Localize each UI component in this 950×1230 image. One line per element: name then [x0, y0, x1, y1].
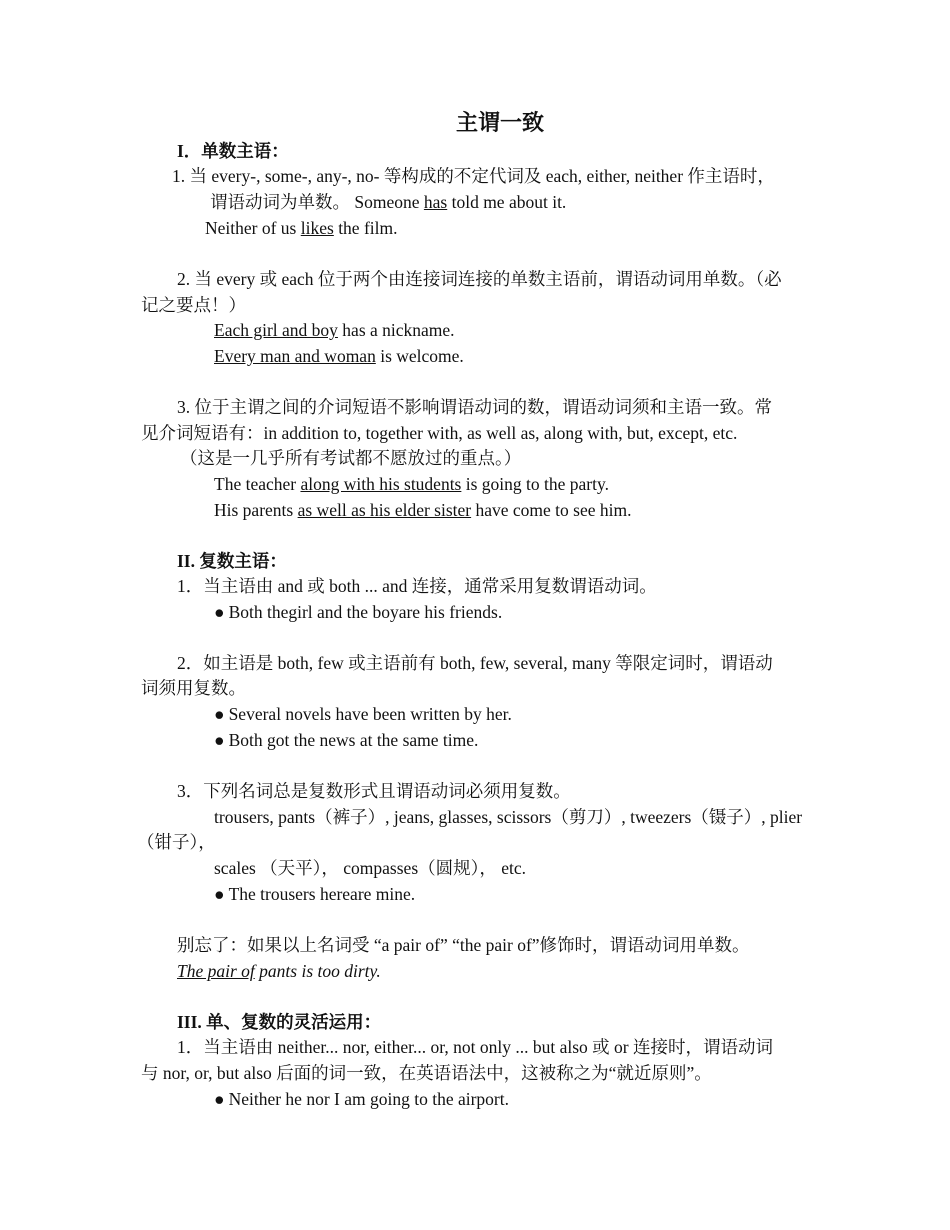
rule-1-2-line-2: 记之要点！） — [141, 295, 246, 315]
bullet-icon: ● — [214, 602, 225, 622]
text: told me about it. — [447, 192, 567, 212]
underlined-phrase: The pair of — [177, 961, 255, 981]
bullet-icon: ● — [214, 730, 225, 750]
rule-1-2-line-1: 2. 当 every 或 each 位于两个由连接词连接的单数主语前，谓语动词用单数。（必 — [177, 269, 782, 289]
underlined-phrase: along with his students — [300, 474, 462, 494]
text: His parents — [214, 500, 298, 520]
rule-1-3-line-2: 见介词短语有：in addition to, together with, as well as, along with, but, except, etc. — [141, 423, 738, 443]
text: is going to the party. — [461, 474, 609, 494]
rule-1-1-line-1: 1. 当 every-, some-, any-, no- 等构成的不定代词及 each, either, neither 作主语时， — [172, 166, 775, 186]
rule-2-3-example — [214, 883, 415, 905]
rule-2-3-line-2: trousers, pants（裤子）, jeans, glasses, scissors（剪刀）, tweezers（镊子）, plier — [214, 807, 803, 827]
text: pants is too dirty. — [254, 961, 381, 981]
underlined-phrase: as well as his elder sister — [297, 500, 472, 520]
text: Neither of us — [205, 218, 301, 238]
rule-2-3-line-3: （钳子）， — [137, 832, 216, 852]
text: The teacher — [214, 474, 301, 494]
text: have come to see him. — [471, 500, 632, 520]
bullet-icon: ● — [214, 704, 225, 724]
section-3-heading: III. 单、复数的灵活运用： — [177, 1012, 382, 1032]
rule-3-1-line-2: 与 nor, or, but also 后面的词一致，在英语语法中，这被称之为“就近原则”。 — [141, 1063, 712, 1083]
rule-1-3-line-3: （这是一几乎所有考试都不愿放过的重点。） — [180, 448, 522, 468]
page-title: 主谓一致 — [456, 110, 545, 135]
text: Neither he nor I am going to the airport. — [228, 1089, 509, 1109]
rule-2-3-line-1: 3．下列名词总是复数形式且谓语动词必须用复数。 — [177, 781, 571, 801]
rule-1-3-line-1: 3. 位于主谓之间的介词短语不影响谓语动词的数，谓语动词须和主语一致。常 — [177, 397, 772, 417]
rule-2-2-line-2: 词须用复数。 — [141, 678, 246, 698]
text: the film. — [333, 218, 398, 238]
rule-1-2-example-2 — [214, 345, 464, 367]
rule-2-2-example-1 — [214, 703, 512, 725]
text: 谓语动词为单数。 Someone — [210, 192, 424, 212]
text: has a nickname. — [337, 320, 455, 340]
section-2-heading: II. 复数主语： — [177, 551, 287, 571]
rule-2-3-line-4: scales （天平）， compasses（圆规）， etc. — [214, 858, 527, 878]
text: is welcome. — [375, 346, 464, 366]
rule-1-2-example-1 — [214, 319, 455, 341]
text: Several novels have been written by her. — [228, 704, 512, 724]
rule-3-1-line-1: 1．当主语由 neither... nor, either... or, not only ... but also 或 or 连接时，谓语动词 — [177, 1037, 773, 1057]
note-example — [177, 960, 381, 982]
note-line-1: 别忘了：如果以上名词受 “a pair of” “the pair of”修饰时，谓语动词用单数。 — [177, 935, 750, 955]
rule-1-1-line-2 — [210, 191, 566, 213]
rule-2-1-line-1: 1．当主语由 and 或 both ... and 连接，通常采用复数谓语动词。 — [177, 576, 657, 596]
section-1-heading: I．单数主语： — [177, 141, 289, 161]
underlined-verb: likes — [300, 218, 334, 238]
rule-3-1-example — [214, 1088, 509, 1110]
rule-2-2-line-1: 2．如主语是 both, few 或主语前有 both, few, several, many 等限定词时，谓语动 — [177, 653, 773, 673]
underlined-verb: has — [423, 192, 448, 212]
rule-2-2-example-2 — [214, 729, 478, 751]
bullet-icon: ● — [214, 884, 225, 904]
rule-1-3-example-2 — [214, 499, 631, 521]
rule-2-1-example — [214, 601, 502, 623]
text: Both thegirl and the boyare his friends. — [228, 602, 503, 622]
rule-1-1-example — [205, 217, 397, 239]
underlined-subject: Each girl and boy — [214, 320, 338, 340]
rule-1-3-example-1 — [214, 473, 609, 495]
text: The trousers hereare mine. — [228, 884, 416, 904]
underlined-subject: Every man and woman — [214, 346, 376, 366]
bullet-icon: ● — [214, 1089, 225, 1109]
text: Both got the news at the same time. — [228, 730, 479, 750]
